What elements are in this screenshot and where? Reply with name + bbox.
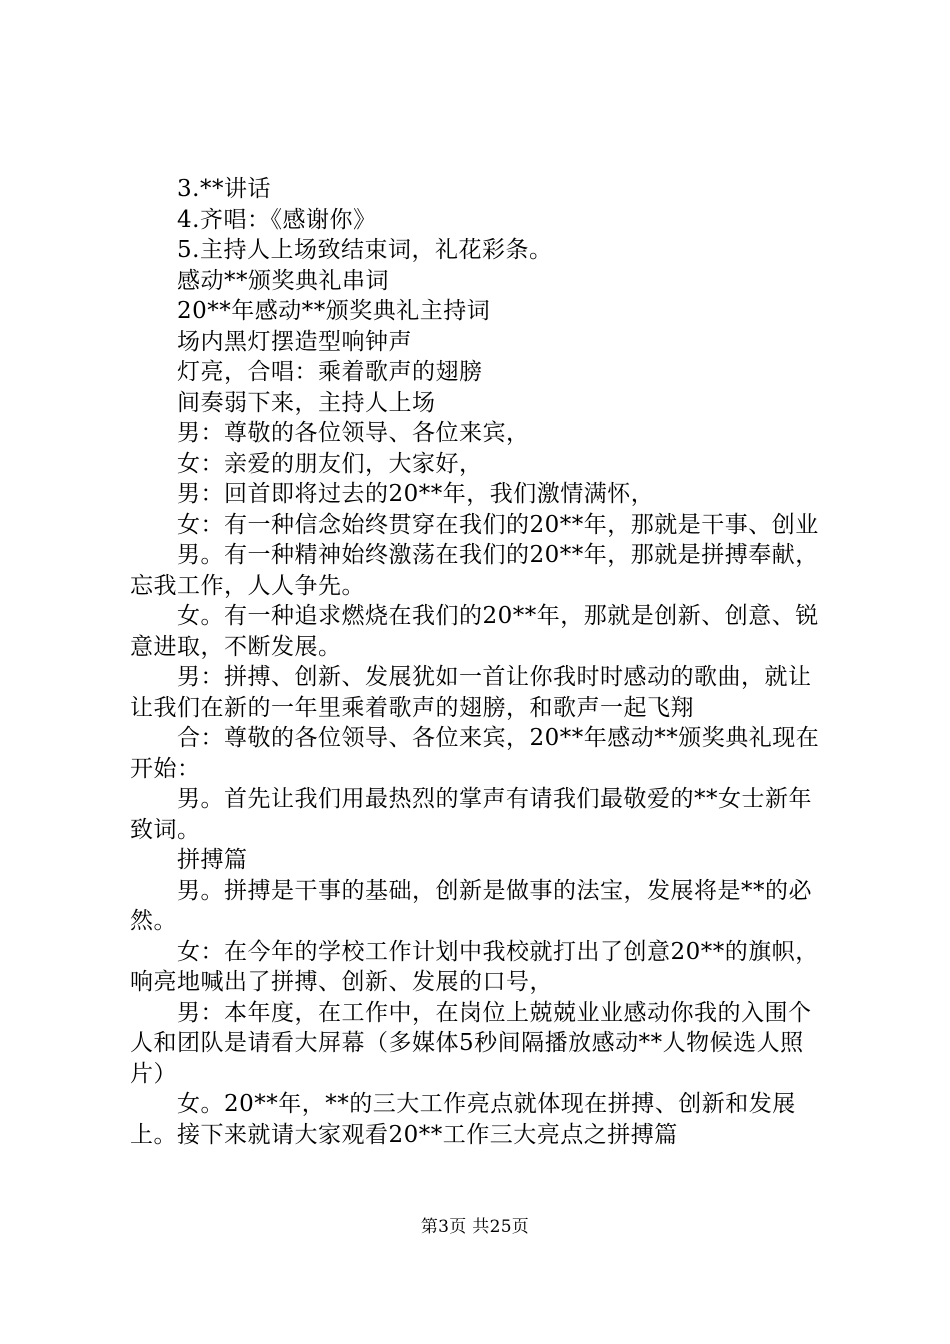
page-number: 第3页 共25页 (420, 1217, 530, 1237)
paragraph: 合：尊敬的各位领导、各位来宾，20**年感动**颁奖典礼现在开始： (130, 725, 820, 782)
paragraph: 女。有一种追求燃烧在我们的20**年，那就是创新、创意、锐意进取，不断发展。 (130, 603, 819, 660)
section-heading: 拼搏篇 (177, 847, 248, 873)
paragraph: 男：拼搏、创新、发展犹如一首让你我时时感动的歌曲，就让让我们在新的一年里乘着歌声的翅膀，和歌声一起飞翔 (130, 664, 812, 721)
paragraph: 3.**讲话 (177, 176, 271, 202)
paragraph: 灯亮，合唱：乘着歌声的翅膀 (177, 359, 483, 385)
page-footer (0, 1212, 950, 1237)
paragraph: 感动**颁奖典礼串词 (177, 267, 389, 294)
document-body (130, 174, 830, 1150)
paragraph: 男：回首即将过去的20**年，我们激情满怀， (177, 481, 655, 507)
paragraph: 4.齐唱：《感谢你》 (177, 206, 377, 233)
paragraph: 男：尊敬的各位领导、各位来宾， (177, 420, 530, 446)
paragraph: 5.主持人上场致结束词，礼花彩条。 (177, 237, 553, 263)
paragraph: 男。拼搏是干事的基础，创新是做事的法宝，发展将是**的必然。 (130, 877, 812, 934)
paragraph: 男。首先让我们用最热烈的掌声有请我们最敬爱的**女士新年致词。 (130, 786, 812, 843)
paragraph: 男。有一种精神始终激荡在我们的20**年，那就是拼搏奉献，忘我工作，人人争先。 (130, 542, 819, 599)
paragraph: 女：在今年的学校工作计划中我校就打出了创意20**的旗帜，响亮地喊出了拼搏、创新、发展的口号， (130, 938, 819, 995)
paragraph: 女。20**年，**的三大工作亮点就体现在拼搏、创新和发展上。接下来就请大家观看20**工作三大亮点之拼搏篇 (130, 1091, 796, 1148)
paragraph: 女：亲爱的朋友们，大家好， (177, 450, 483, 477)
paragraph: 间奏弱下来，主持人上场 (177, 389, 436, 416)
paragraph: 男：本年度，在工作中，在岗位上兢兢业业感动你我的入围个人和团队是请看大屏幕（多媒体5秒间隔播放感动**人物候选人照片） (130, 999, 812, 1087)
paragraph: 女：有一种信念始终贯穿在我们的20**年，那就是干事、创业 (177, 511, 819, 538)
paragraph: 20**年感动**颁奖典礼主持词 (177, 298, 491, 324)
paragraph: 场内黑灯摆造型响钟声 (177, 328, 412, 355)
